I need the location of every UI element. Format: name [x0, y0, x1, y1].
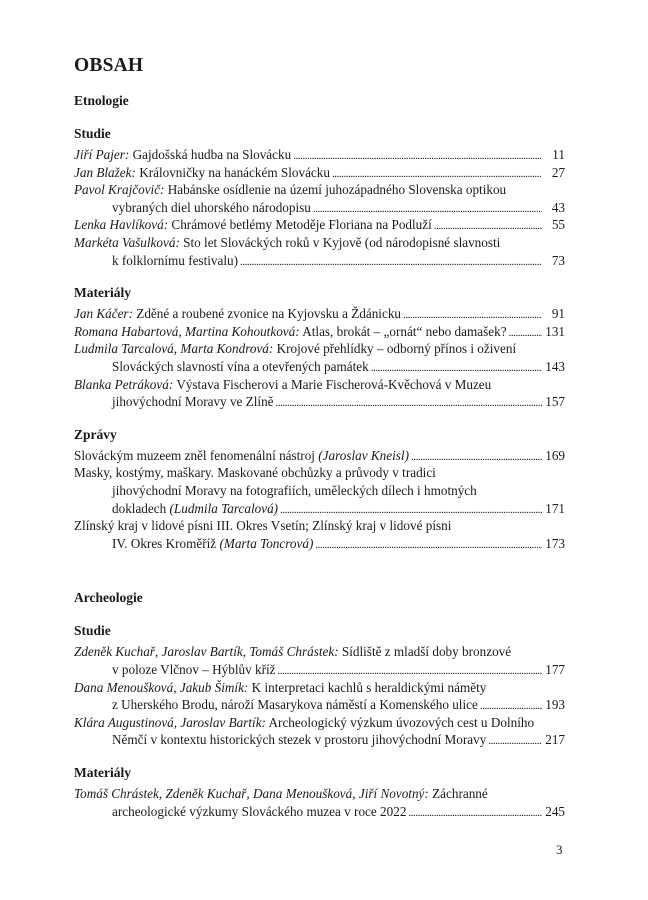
toc-entry-text [74, 644, 511, 659]
toc-entry-line [74, 643, 565, 660]
toc-entry-text [74, 235, 500, 250]
toc-entry-line [74, 464, 565, 481]
leader-dots [240, 252, 542, 271]
entry-page-number: 27 [551, 164, 565, 180]
toc-entry-line [74, 785, 565, 802]
toc-entry-line [74, 714, 565, 731]
entry-author: Jan Káčer: [74, 306, 133, 322]
entry-page-number: 91 [551, 306, 565, 322]
entry-author: Tomáš Chrástek, Zdeněk Kuchař, Dana Menoušková, Jiří Novotný: [74, 786, 429, 801]
leader-dots [371, 358, 542, 377]
section-heading: Archeologie [74, 590, 143, 606]
page-title: OBSAH [74, 55, 144, 76]
entry-title: Gajdošská hudba na Slovácku [132, 147, 292, 162]
entry-page-number: 217 [545, 732, 565, 748]
toc-entry-line [74, 305, 565, 322]
entry-title: z Uherského Brodu, nároží Masarykova náměstí a Komenského ulice [112, 697, 478, 713]
toc-entry-line [112, 252, 565, 269]
toc-entry-text [112, 696, 478, 713]
section-heading: Etnologie [74, 93, 129, 108]
toc-entry-text [74, 465, 436, 480]
entry-author: Klára Augustinová, Jaroslav Bartík: [74, 714, 266, 730]
entry-note: (Ludmila Tarcalová) [169, 500, 279, 516]
entry-page-number: 43 [551, 199, 565, 215]
entry-page-number: 173 [545, 535, 565, 551]
entry-page-number: 171 [545, 500, 565, 516]
entry-author: Dana Menoušková, Jakub Šimík: [74, 679, 249, 695]
entry-title: Zděné a roubené zvonice na Kyjovsku a Ždánicku [136, 306, 402, 322]
entry-title: jihovýchodní Moravy ve Zlíně [112, 394, 274, 410]
leader-dots [408, 803, 542, 822]
entry-title: Záchranné [432, 786, 488, 801]
entry-author: Blanka Petráková: [74, 376, 174, 392]
leader-dots [434, 216, 542, 235]
entry-page-number: 131 [545, 323, 565, 339]
entry-title: Výstava Fischerovi a Marie Fischerová-Kvěchová v Muzeu [176, 376, 492, 392]
entry-page-number: 11 [552, 147, 565, 162]
toc-entry-text [112, 358, 369, 375]
toc-entry-line [74, 181, 565, 198]
toc-entry-text [112, 535, 313, 552]
entry-title: Atlas, brokát – „ornát“ nebo damašek? [302, 323, 507, 339]
entry-title: Krojové přehlídky – odborný přínos i oživení [276, 341, 517, 357]
entry-page-number: 157 [545, 394, 565, 410]
entry-author: Ludmila Tarcalová, Marta Kondrová: [74, 341, 274, 357]
entry-author: Markéta Vašulková: [74, 235, 180, 250]
entry-page-number: 73 [551, 252, 565, 268]
entry-title: Masky, kostýmy, maškary. Maskované obchůzky a průvody v tradici [74, 465, 436, 481]
toc-entry-line [74, 234, 565, 251]
leader-dots [480, 696, 542, 715]
leader-dots [293, 146, 542, 165]
toc-entry-text [74, 305, 401, 322]
entry-note: (Marta Toncrová) [219, 535, 314, 551]
toc-entry-line [112, 500, 565, 517]
toc-entry-line [112, 803, 565, 820]
toc-entry-text [112, 483, 477, 498]
toc-entry-text [74, 146, 291, 163]
toc-entry-line [112, 696, 565, 713]
subsection-heading: Materiály [74, 285, 131, 301]
entry-title: Zlínský kraj v lidové písni III. Okres Vsetín; Zlínský kraj v lidové písni [74, 518, 452, 534]
toc-entry-text [74, 377, 491, 392]
subsection-heading: Zprávy [74, 426, 117, 442]
toc-entry-text [112, 803, 406, 820]
toc-entry-line [74, 447, 565, 464]
toc-entry-text [112, 252, 238, 269]
toc-entry-text [74, 341, 516, 356]
leader-dots [332, 164, 542, 183]
leader-dots [509, 323, 542, 342]
entry-author: Jan Blažek: [74, 164, 136, 180]
entry-page-number: 193 [545, 697, 565, 713]
leader-dots [403, 305, 542, 324]
entry-author: Jiří Pajer: [74, 147, 130, 162]
toc-entry-line [112, 661, 565, 678]
toc-entry-text [74, 518, 451, 533]
entry-page-number: 177 [545, 662, 565, 677]
entry-author: Lenka Havlíková: [74, 217, 169, 233]
toc-entry-line [74, 164, 565, 181]
entry-title: dokladech [112, 500, 167, 516]
toc-entry-text [112, 393, 274, 410]
toc-entry-line [112, 731, 565, 748]
leader-dots [277, 661, 542, 680]
toc-entry-text [112, 731, 486, 748]
entry-note: (Jaroslav Kneisl) [318, 447, 409, 463]
toc-entry-line [112, 535, 565, 552]
entry-title: Habánske osídlenie na území juhozápadného Slovenska optikou [167, 182, 507, 198]
entry-title: Královničky na hanáckém Slovácku [139, 164, 330, 180]
subsection-heading: Materiály [74, 765, 131, 780]
toc-entry-line [112, 482, 565, 499]
entry-title: Chrámové betlémy Metoděje Floriana na Podluží [171, 217, 432, 233]
entry-author: Pavol Krajčovič: [74, 182, 165, 198]
entry-page-number: 169 [545, 447, 565, 463]
leader-dots [488, 731, 542, 750]
entry-title: k folklornímu festivalu) [112, 252, 238, 268]
toc-entry-line [112, 358, 565, 375]
entry-title: K interpretaci kachlů s heraldickými náměty [251, 679, 487, 695]
entry-title: Slováckým muzeem zněl fenomenální nástroj [74, 447, 315, 463]
entry-title: Němčí v kontextu historických stezek v prostoru jihovýchodní Moravy [112, 732, 487, 748]
leader-dots [280, 500, 542, 519]
toc-entry-line [112, 393, 565, 410]
page-number: 3 [556, 842, 563, 857]
entry-author: Romana Habartová, Martina Kohoutková: [74, 323, 300, 339]
toc-entry-text [74, 715, 534, 730]
entry-title: Sídliště z mladší doby bronzové [341, 644, 512, 660]
subsection-heading: Studie [74, 126, 111, 141]
entry-title: vybraných diel uhorského národopisu [112, 199, 311, 215]
subsection-heading: Studie [74, 623, 111, 639]
toc-entry-text [112, 199, 311, 216]
toc-entry-text [74, 680, 486, 695]
entry-page-number: 143 [545, 359, 565, 374]
toc-entry-text [74, 447, 409, 464]
toc-entry-line [74, 340, 565, 357]
leader-dots [276, 393, 542, 412]
leader-dots [411, 447, 542, 466]
toc-entry-line [112, 199, 565, 216]
entry-title: v poloze Vlčnov – Hýblův kříž [112, 662, 276, 677]
leader-dots [313, 199, 542, 218]
toc-entry-text [74, 786, 488, 801]
toc-entry-line [74, 216, 565, 233]
entry-title: jihovýchodní Moravy na fotografiích, uměleckých dílech i hmotných [112, 483, 477, 498]
toc-entry-line [74, 679, 565, 696]
toc-entry-text [74, 164, 330, 181]
toc-entry-text [112, 661, 275, 678]
toc-entry-line [74, 323, 565, 340]
toc-entry-line [74, 376, 565, 393]
entry-title: Archeologický výzkum úvozových cest u Dolního [268, 714, 535, 730]
toc-entry-line [74, 517, 565, 534]
entry-title: IV. Okres Kroměříž [112, 535, 217, 551]
toc-entry-text [112, 500, 278, 517]
entry-page-number: 55 [551, 217, 565, 233]
toc-entry-text [74, 216, 432, 233]
toc-entry-text [74, 323, 507, 340]
entry-title: Sto let Slováckých roků v Kyjově (od národopisné slavnosti [183, 235, 501, 250]
leader-dots [315, 535, 542, 554]
toc-entry-line [74, 146, 565, 163]
entry-title: Slováckých slavností vína a otevřených památek [112, 359, 369, 374]
entry-page-number: 245 [545, 803, 565, 819]
entry-author: Zdeněk Kuchař, Jaroslav Bartík, Tomáš Chrástek: [74, 644, 339, 660]
entry-title: archeologické výzkumy Slováckého muzea v roce 2022 [112, 803, 407, 819]
toc-entry-text [74, 182, 506, 197]
